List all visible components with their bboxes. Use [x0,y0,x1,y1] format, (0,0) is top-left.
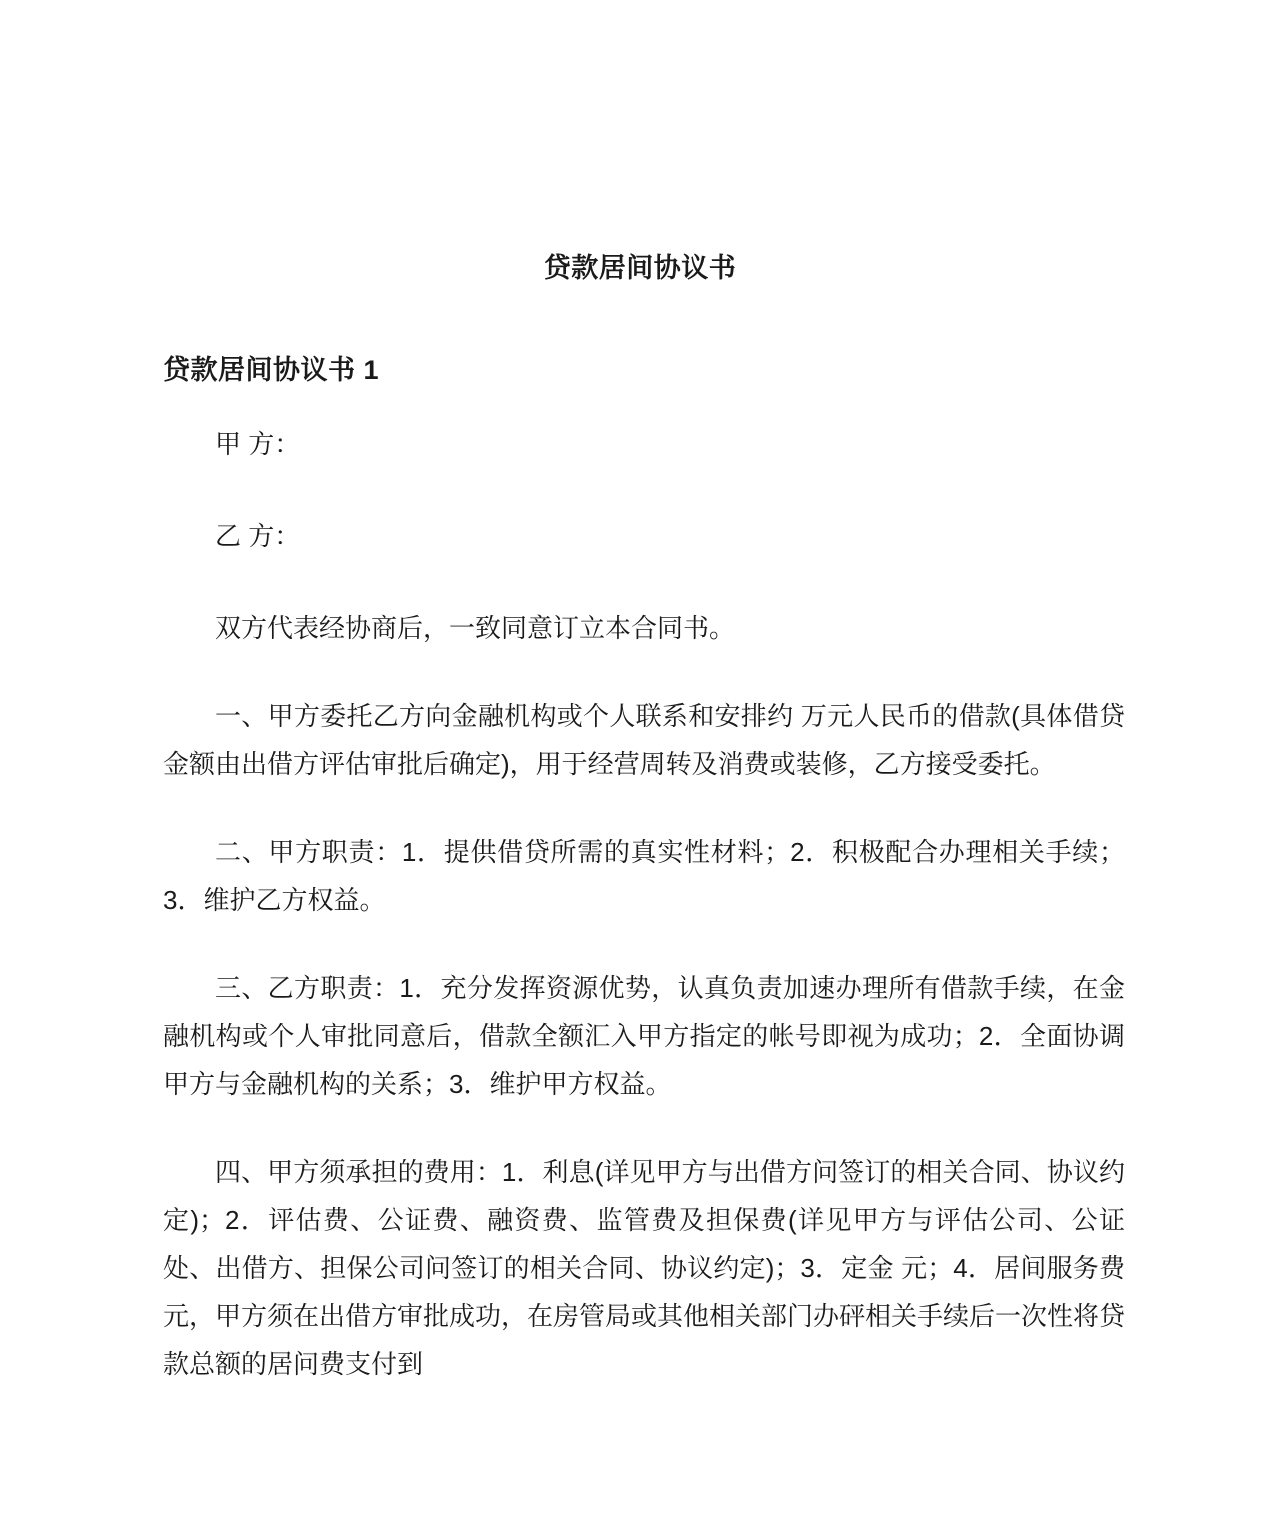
preamble-paragraph: 双方代表经协商后，一致同意订立本合同书。 [215,613,736,643]
document-body [163,420,1125,1428]
clause-paragraph-3: 三、乙方职责：1．充分发挥资源优势，认真负责加速办理所有借款手续，在金融机构或个人审批同意后，借款全额汇入甲方指定的帐号即视为成功；2．全面协调甲方与金融机构的关系；3．维护甲方权益。 [163,973,1125,1099]
party-line-yifang: 乙 方： [215,521,301,551]
document-subtitle: 贷款居间协议书 1 [163,355,380,386]
clause-paragraph-2: 二、甲方职责：1．提供借贷所需的真实性材料；2．积极配合办理相关手续；3．维护乙方权益。 [163,837,1125,915]
clause-paragraph-4: 四、甲方须承担的费用：1．利息(详见甲方与出借方问签订的相关合同、协议约定)；2．评估费、公证费、融资费、监管费及担保费(详见甲方与评估公司、公证处、出借方、担保公司问签订的相关合同、协议约定)；3．定金 元；4．居间服务费 元，甲方须在出借方审批成功，在房管局或其他相关部门办砰相关手续后一次性将贷款总额的居问费支付到 [163,1157,1126,1379]
clause-paragraph-1: 一、甲方委托乙方向金融机构或个人联系和安排约 万元人民币的借款(具体借贷金额由出借方评估审批后确定)，用于经营周转及消费或装修，乙方接受委托。 [163,701,1125,779]
page-title: 贷款居间协议书 [543,253,737,284]
party-line-jiafang: 甲 方： [215,429,301,459]
